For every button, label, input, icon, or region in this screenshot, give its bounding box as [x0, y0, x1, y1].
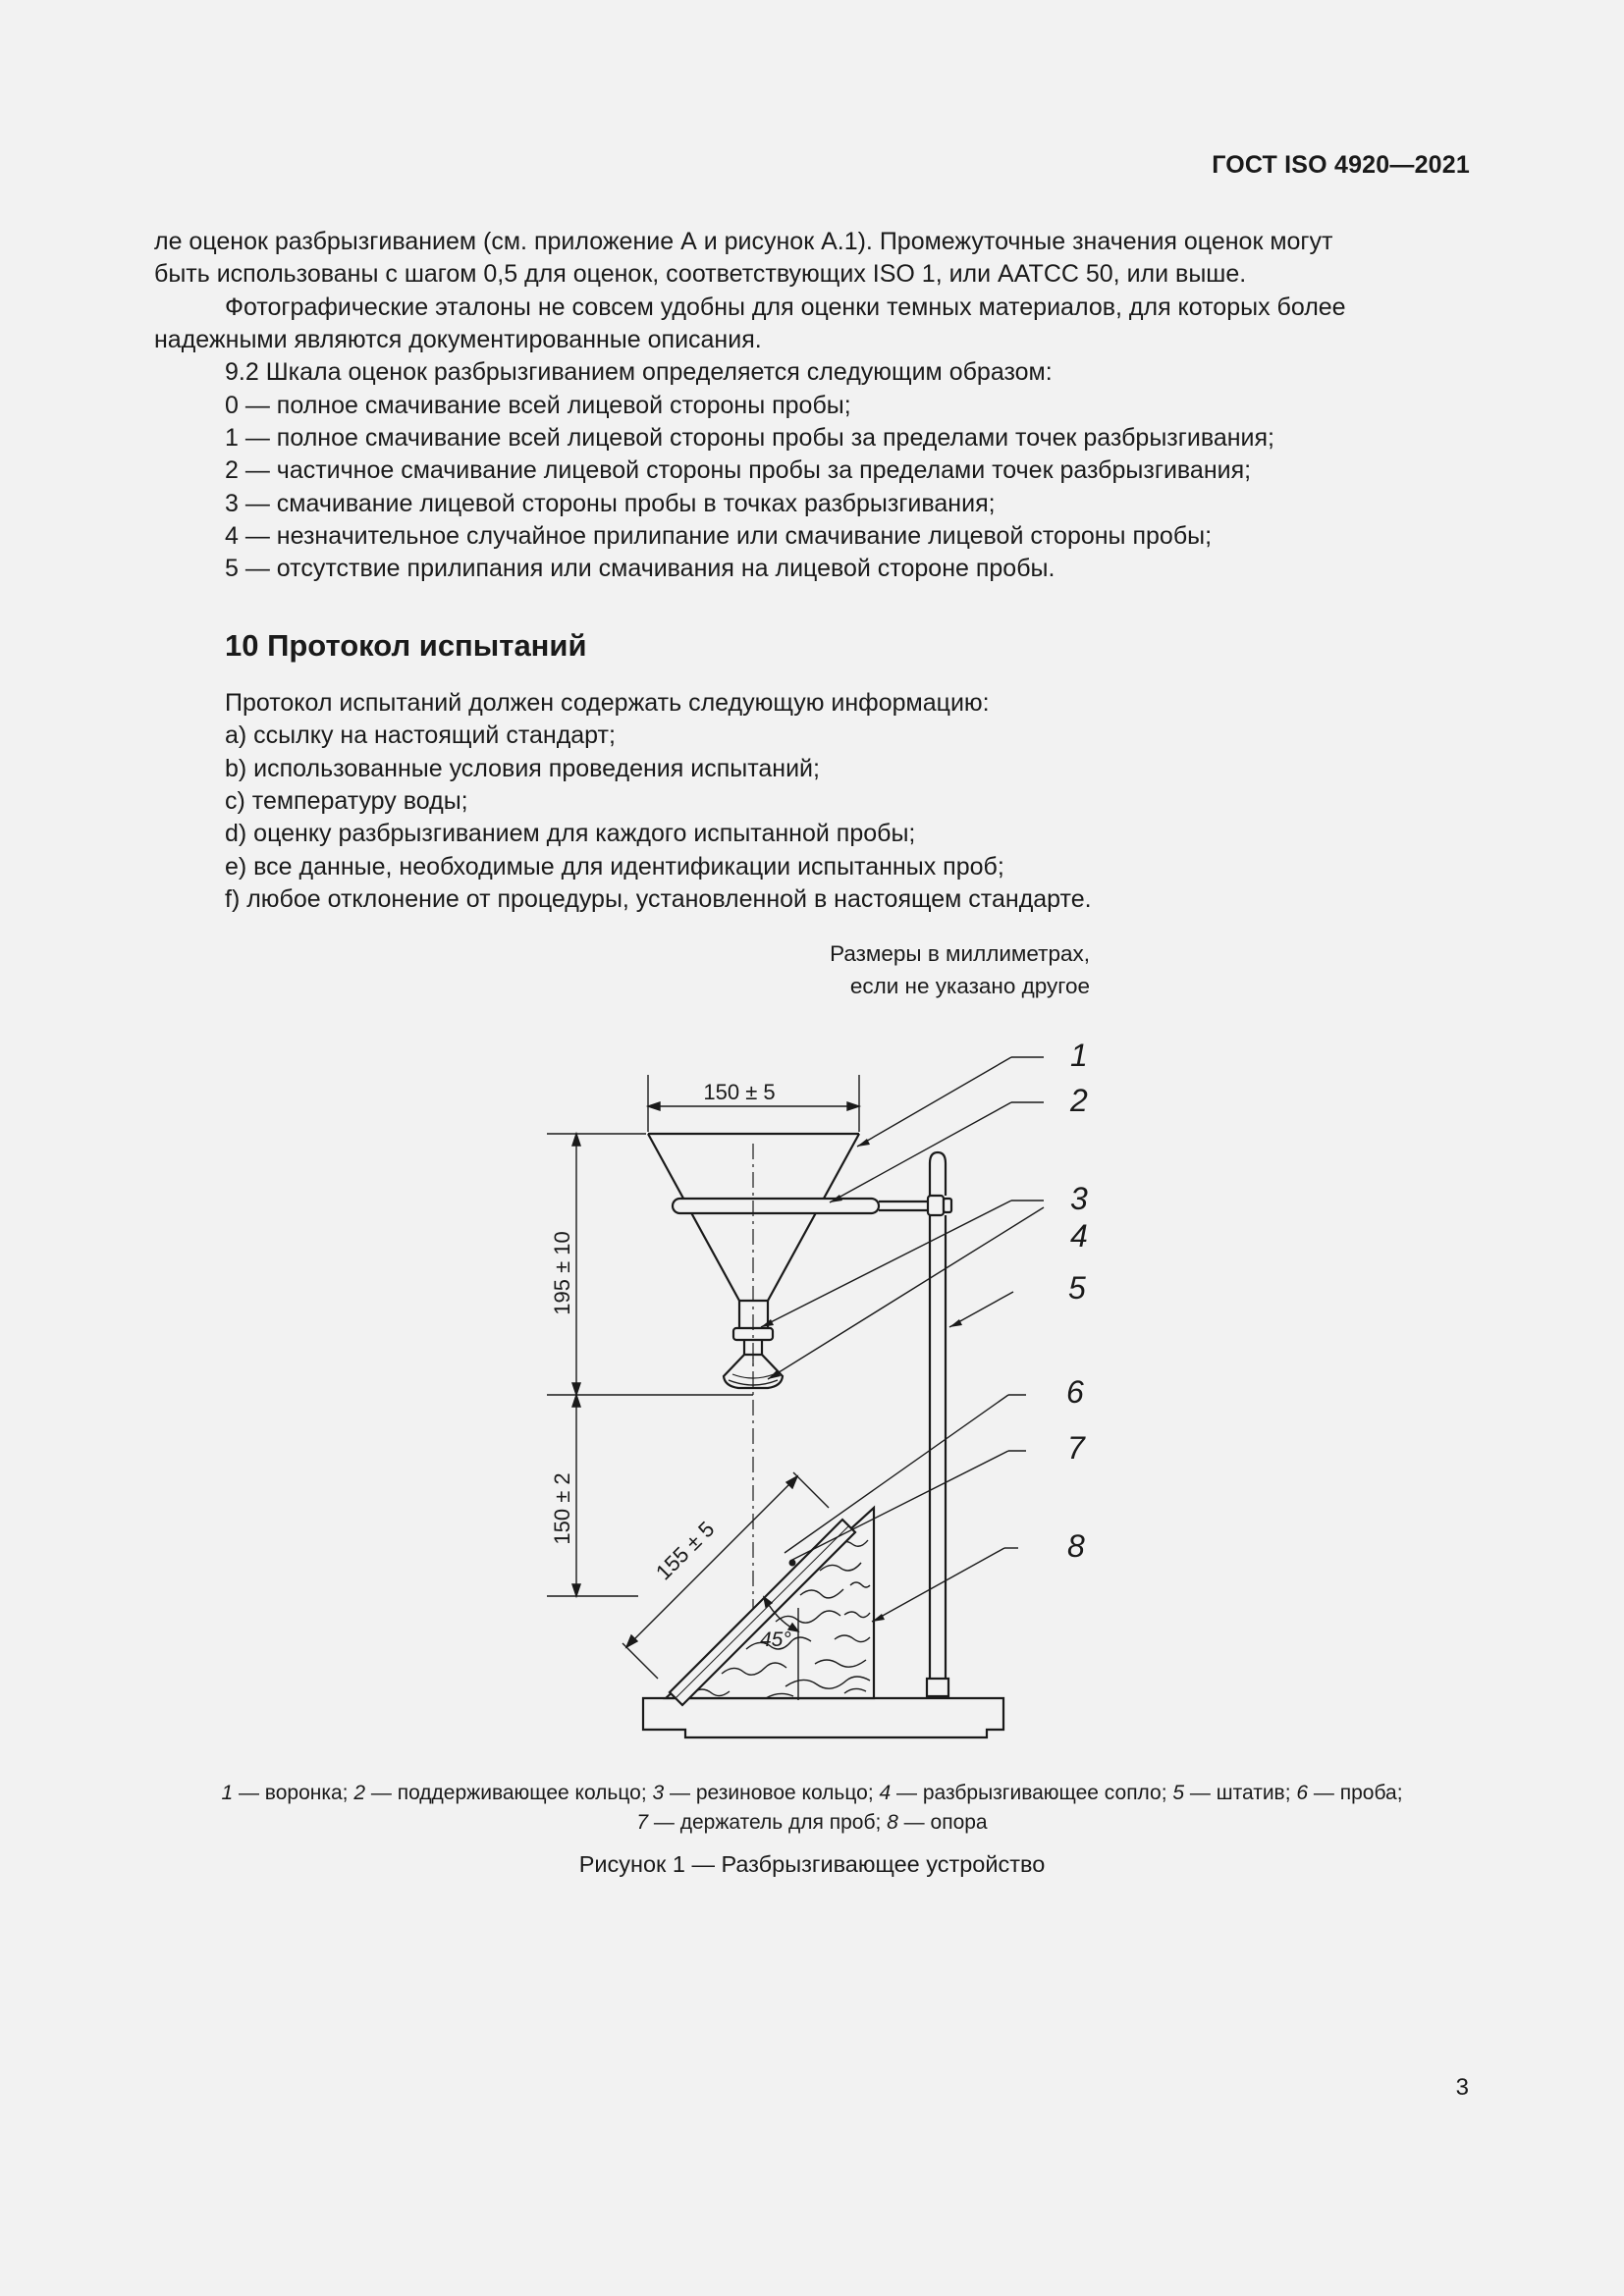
dimensions-note-line: если не указано другое: [849, 974, 1090, 998]
legend-line: 7 — держатель для проб; 8 — опора: [636, 1811, 988, 1834]
callout-2: 2: [1070, 1083, 1088, 1118]
scale-item: 3 — смачивание лицевой стороны пробы в точках разбрызгивания;: [225, 490, 996, 517]
dimensions-note: [830, 937, 1090, 1002]
clause-9-2: 9.2 Шкала оценок разбрызгиванием определяется следующим образом:: [225, 358, 1053, 386]
list-item: c) температуру воды;: [225, 787, 468, 815]
paragraph-line: ле оценок разбрызгиванием (см. приложение А и рисунок А.1). Промежуточные значения оценок могут: [154, 228, 1333, 255]
list-item: b) использованные условия проведения испытаний;: [225, 755, 820, 782]
section-title: 10 Протокол испытаний: [225, 628, 587, 663]
paragraph-line: Фотографические эталоны не совсем удобны для оценки темных материалов, для которых более: [225, 294, 1346, 321]
dimensions-note-line: Размеры в миллиметрах,: [830, 941, 1090, 966]
paragraph-line: быть использованы с шагом 0,5 для оценок, соответствующих ISO 1, или AATCC 50, или выше.: [154, 260, 1247, 288]
page-number: 3: [1455, 2074, 1469, 2101]
list-item: f) любое отклонение от процедуры, установленной в настоящем стандарте.: [225, 885, 1092, 913]
dimension-height-top-label: 195 ± 10: [550, 1231, 574, 1315]
callout-5: 5: [1068, 1270, 1086, 1306]
figure-legend: [0, 1779, 1624, 1838]
paragraph-line: надежными являются документированные описания.: [154, 326, 762, 353]
legend-line: 1 — воронка; 2 — поддерживающее кольцо; 3 — резиновое кольцо; 4 — разбрызгивающее сопло; 5 — штатив; 6 — проба;: [221, 1782, 1403, 1804]
leader-lines: [761, 1057, 1044, 1622]
scale-item: 2 — частичное смачивание лицевой стороны пробы за пределами точек разбрызгивания;: [225, 456, 1252, 484]
callout-3: 3: [1070, 1181, 1088, 1216]
list-item: d) оценку разбрызгиванием для каждого испытанной пробы;: [225, 820, 916, 847]
dimension-height-top: [547, 1134, 753, 1395]
callout-7: 7: [1067, 1430, 1085, 1466]
dimension-height-bottom-label: 150 ± 2: [550, 1472, 574, 1545]
dimension-width-label: 150 ± 5: [703, 1080, 776, 1104]
angle-label: 45°: [760, 1629, 791, 1651]
standard-header: ГОСТ ISO 4920—2021: [1212, 151, 1470, 179]
list-item: e) все данные, необходимые для идентификации испытанных проб;: [225, 853, 1004, 881]
callout-1: 1: [1070, 1038, 1088, 1073]
stand-arm: [879, 1196, 951, 1215]
support-ring: [673, 1199, 879, 1213]
callout-6: 6: [1066, 1374, 1084, 1410]
base-plate: [643, 1698, 1003, 1737]
spray-tester-drawing: [520, 1021, 1110, 1757]
scale-item: 4 — незначительное случайное прилипание или смачивание лицевой стороны пробы;: [225, 522, 1213, 550]
callout-8: 8: [1067, 1528, 1085, 1564]
figure-caption: Рисунок 1 — Разбрызгивающее устройство: [578, 1851, 1046, 1877]
list-item: a) ссылку на настоящий стандарт;: [225, 721, 616, 749]
scale-item: 1 — полное смачивание всей лицевой стороны пробы за пределами точек разбрызгивания;: [225, 424, 1274, 452]
scale-item: 0 — полное смачивание всей лицевой стороны пробы;: [225, 392, 851, 419]
dimension-diagonal-label: 155 ± 5: [650, 1516, 720, 1585]
scale-item: 5 — отсутствие прилипания или смачивания на лицевой стороне пробы.: [225, 555, 1056, 582]
section-intro: Протокол испытаний должен содержать следующую информацию:: [225, 689, 990, 717]
callout-4: 4: [1070, 1218, 1088, 1254]
